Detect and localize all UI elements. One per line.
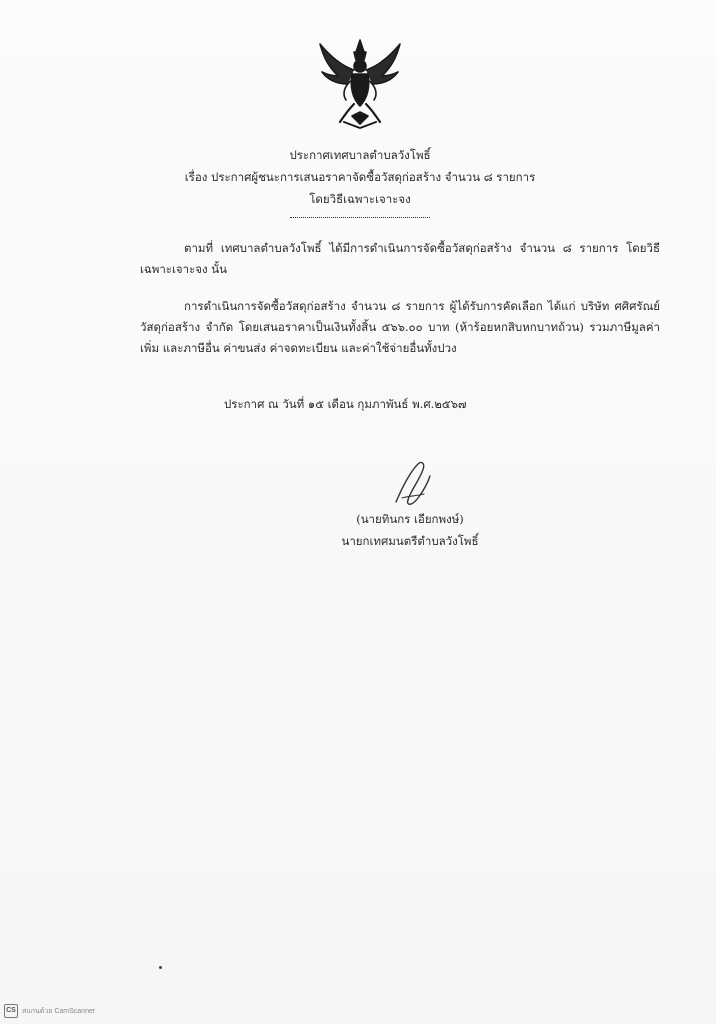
- scanner-label: สแกนด้วย CamScanner: [22, 1007, 96, 1015]
- camscanner-logo-icon: CS: [4, 1004, 18, 1018]
- announcement-header: [160, 144, 560, 218]
- announcement-method: โดยวิธีเฉพาะเจาะจง: [309, 192, 411, 206]
- scan-speck: [159, 966, 162, 969]
- dotted-divider: [290, 216, 430, 218]
- announcement-date: ประกาศ ณ วันที่ ๑๕ เดือน กุมภาพันธ์ พ.ศ.๒๕๖๗: [224, 397, 467, 411]
- handwritten-signature: [388, 458, 436, 510]
- signer-position: นายกเทศมนตรีตำบลวังโพธิ์: [341, 534, 479, 548]
- announcement-title: ประกาศเทศบาลตำบลวังโพธิ์: [289, 148, 431, 162]
- signer-block: [320, 508, 500, 552]
- paragraph-winner: การดำเนินการจัดซื้อวัสดุก่อสร้าง จำนวน ๘ รายการ ผู้ได้รับการคัดเลือก ได้แก่ บริษัท ศศิศรัณย์วัสดุก่อสร้าง จำกัด โดยเสนอราคาเป็นเงินทั้งสิ้น ๕๖๖.๐๐ บาท (ห้าร้อยหกสิบหกบาทถ้วน) รวมภาษีมูลค่าเพิ่ม และภาษีอื่น ค่าขนส่ง ค่าจดทะเบียน และค่าใช้จ่ายอื่นทั้งปวง: [140, 299, 660, 355]
- announcement-body: [140, 238, 660, 375]
- announcement-subject: เรื่อง ประกาศผู้ชนะการเสนอราคาจัดซื้อวัสดุก่อสร้าง จำนวน ๘ รายการ: [184, 170, 536, 184]
- garuda-emblem-icon: [314, 36, 406, 132]
- scanner-footer: [4, 1004, 95, 1018]
- signer-name: (นายทินกร เอียกพงษ์): [356, 512, 464, 526]
- paragraph-background: ตามที่ เทศบาลตำบลวังโพธิ์ ได้มีการดำเนินการจัดซื้อวัสดุก่อสร้าง จำนวน ๘ รายการ โดยวิธีเฉพาะเจาะจง นั้น: [140, 241, 660, 276]
